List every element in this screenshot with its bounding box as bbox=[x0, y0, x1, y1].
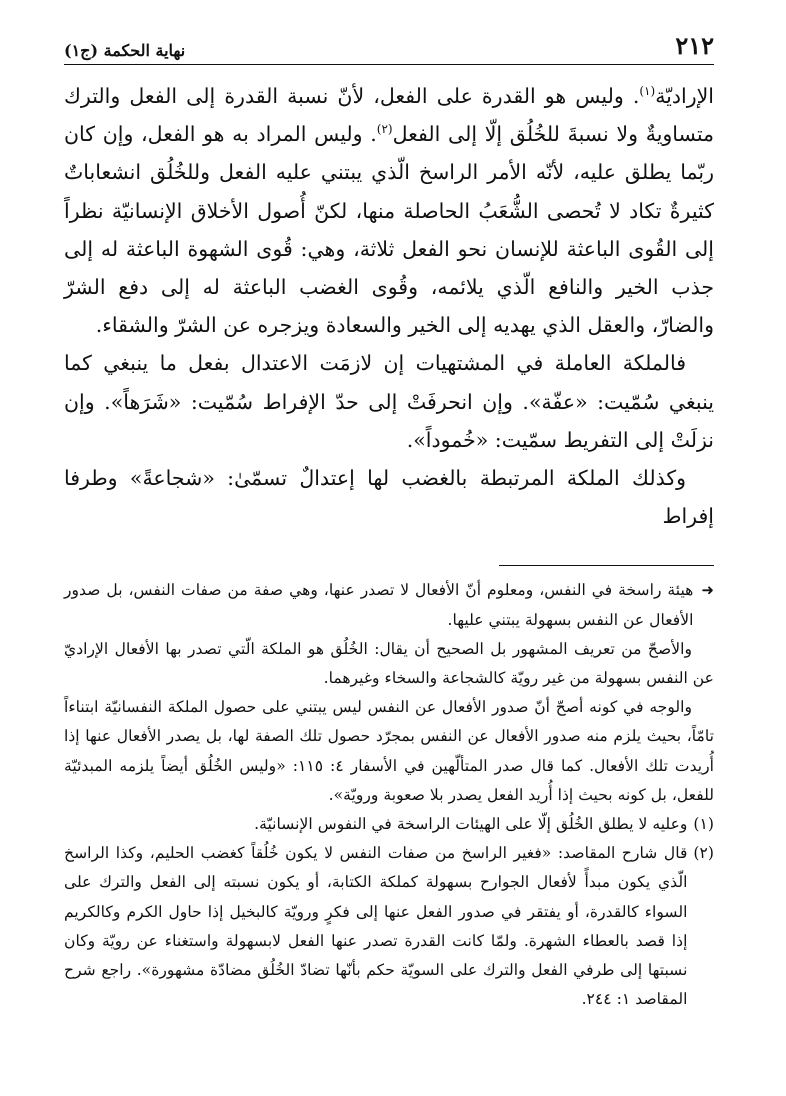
paragraph-1-middle: . وليس هو القدرة على الفعل، لأنّ نسبة القدرة إلى الفعل والترك متساويةٌ ولا نسبةَ للخُلُق إلّا إلى الفعل bbox=[64, 84, 714, 147]
footnote-1-number: (١) bbox=[693, 815, 714, 834]
paragraph-1-end: . وليس المراد به هو الفعل، وإن كان ربّما يطلق عليه، لأنّه الأمر الراسخ الّذي يبتني عليه الفعل وللخُلُق انشعاباتٌ كثيرةٌ تكاد لا تُحصى الشُّعَبُ الحاصلة منها، لكنّ أُصول الأخلاق الإنسانيّة نظراً إلى القُوى الباعثة للإنسان نحو الفعل ثلاثة، وهي: قُوى الشهوة الباعثة له إلى جذب الخير والنافع الّذي يلائمه، وقُوى الغضب الباعثة له إلى دفع الشرّ والضارّ، والعقل الذي يهديه إلى الخير والسعادة ويزجره عن الشرّ والشقاء. bbox=[64, 122, 714, 338]
paragraph-1 bbox=[64, 77, 714, 344]
continued-footnote bbox=[64, 576, 714, 634]
page-header bbox=[64, 28, 714, 65]
paragraph-2: فالملكة العاملة في المشتهيات إن لازمَت الاعتدال بفعل ما ينبغي كما ينبغي سُمّيت: «عفّة». وإن انحرفَتْ إلى حدّ الإفراط سُمّيت: «شَرَهاً». وإن نزلَتْ إلى التفريط سمّيت: «خُموداً». bbox=[64, 351, 714, 452]
footnote-2-number: (٢) bbox=[693, 844, 714, 863]
page-number: ٢١٢ bbox=[675, 31, 714, 60]
footnote-ref-1: (١) bbox=[639, 84, 656, 99]
running-title: نهاية الحكمة (ج١) bbox=[64, 41, 186, 60]
continued-footnote-paragraph-3: والوجه في كونه أصحّ أنّ صدور الأفعال عن النفس ليس يبتني على حصول الملكة النفسانيّة ابتناءاً تامّاً، بحيث يلزم منه صدور الأفعال عن النفس بمجرّد حصول تلك الصفة لها، بل يصدر الأفعال عنها إذا أُريدت تلك الأفعال. كما قال صدر المتألّهين في الأسفار ٤: ١١٥: «وليس الخُلُق أيضاً يلزمه المبدئيّة للفعل، بل كونه بحيث إذا أُريد الفعل يصدر بلا صعوبة ورويّة». bbox=[64, 698, 714, 804]
paragraph-3: وكذلك الملكة المرتبطة بالغضب لها إعتدالٌ تسمّىٰ: «شجاعةً» وطرفا إفراط bbox=[64, 466, 714, 529]
footnote-ref-2: (٢) bbox=[376, 122, 393, 137]
paragraph-1-start: الإراديّة bbox=[655, 84, 714, 108]
main-text bbox=[64, 77, 714, 535]
continued-footnote-paragraph-2: والأصحّ من تعريف المشهور بل الصحيح أن يقال: الخُلُق هو الملكة الّتي تصدر بها الأفعال الإراديّ عن النفس بسهولة من غير رويّة كالشجاعة والسخاء وغيرهما. bbox=[64, 639, 714, 688]
continued-footnote-text: هيئة راسخة في النفس، ومعلوم أنّ الأفعال لا تصدر عنها، وهي صفة من صفات النفس، بل صدور الأفعال عن النفس بسهولة يبتني عليها. bbox=[64, 581, 694, 629]
continuation-arrow-icon: ➜ bbox=[701, 581, 714, 600]
footnote-2 bbox=[64, 839, 714, 1014]
footnotes bbox=[64, 576, 714, 1014]
footnote-1-text: وعليه لا يطلق الخُلُق إلّا على الهيئات الراسخة في النفوس الإنسانيّة. bbox=[254, 815, 688, 834]
footnote-1 bbox=[64, 810, 714, 839]
footnote-2-text: قال شارح المقاصد: «فغير الراسخ من صفات النفس لا يكون خُلُقاً كغضب الحليم، وكذا الراسخ الّذي يكون مبدأً لأفعال الجوارح بسهولة كملكة الكتابة، أو يكون نسبته إلى الفعل والترك على السواء كالقدرة، أو يفتقر في صدور الفعل عنها إلى فكرٍ ورويّة كالبخيل إذا حاول الكرم وكالكريم إذا قصد بالعطاء الشهرة. ولمّا كانت القدرة تصدر عنها الفعل لابسهولة واستغناء عن رويّة وكان نسبتها إلى طرفي الفعل والترك على السويّة حكم بأنّها تضادّ الخُلُق مضادّة مشهورة». راجع شرح المقاصد ١: ٢٤٤. bbox=[64, 844, 688, 1009]
footnote-separator bbox=[499, 565, 714, 566]
